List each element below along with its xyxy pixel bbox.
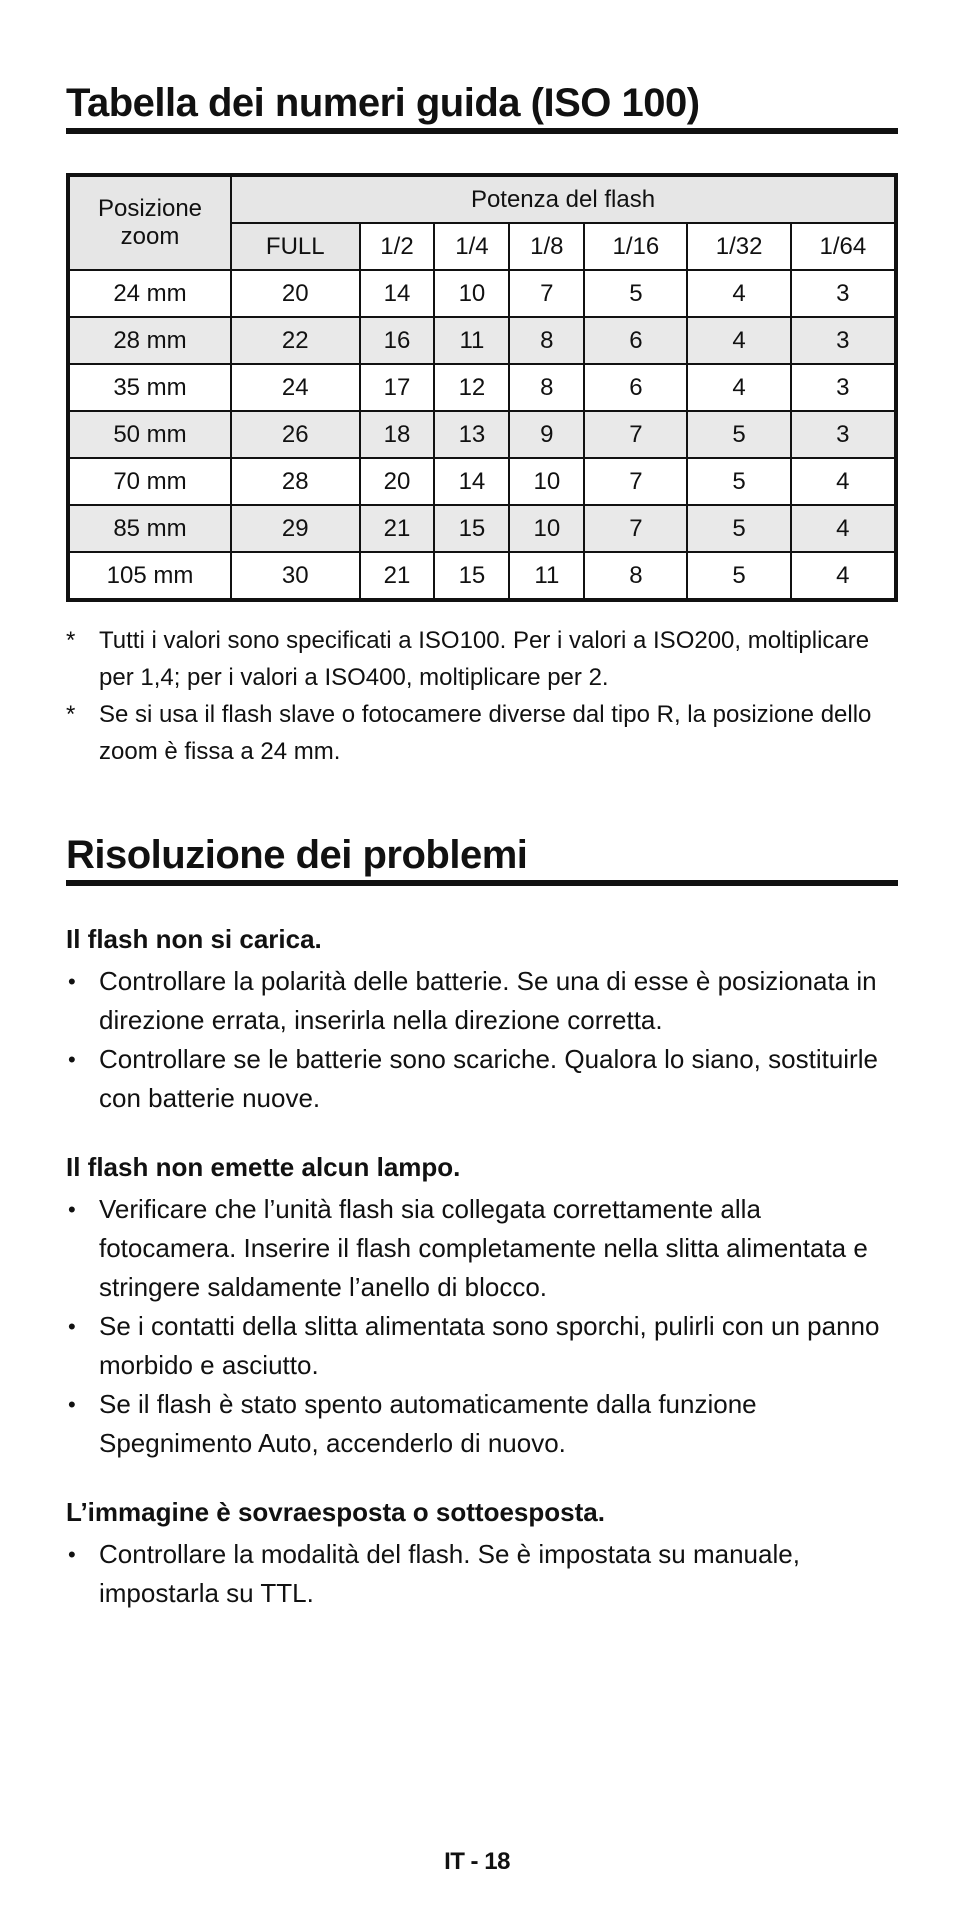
solution-list [66,1535,898,1613]
power-column-header: 1/64 [791,223,896,270]
guide-number-table-title: Tabella dei numeri guida (ISO 100) [66,80,898,134]
guide-number-cell: 24 [231,364,360,411]
power-column-header: 1/4 [434,223,509,270]
guide-number-cell: 4 [791,552,896,600]
bullet-icon: • [68,1047,76,1072]
note-asterisk: * [66,627,76,654]
guide-number-cell: 22 [231,317,360,364]
guide-number-cell: 21 [360,505,435,552]
guide-number-cell: 8 [509,317,584,364]
bullet-icon: • [68,1392,76,1417]
zoom-position-cell: 70 mm [68,458,231,505]
table-notes [66,622,898,770]
guide-number-cell: 17 [360,364,435,411]
guide-number-cell: 15 [434,552,509,600]
bullet-icon: • [68,969,76,994]
guide-number-cell: 9 [509,411,584,458]
problem-heading: Il flash non emette alcun lampo. [66,1152,461,1182]
bullet-icon: • [68,1542,76,1567]
guide-number-cell: 28 [231,458,360,505]
table-row [68,411,896,458]
table-row [68,505,896,552]
zoom-position-cell: 28 mm [68,317,231,364]
guide-number-cell: 3 [791,411,896,458]
solution-text: Se il flash è stato spento automaticamente dalla funzione Spegnimento Auto, accenderlo di nuovo. [99,1389,757,1458]
problem-heading: L’immagine è sovraesposta o sottoesposta. [66,1497,605,1527]
power-column-header: 1/32 [687,223,790,270]
guide-number-cell: 18 [360,411,435,458]
guide-number-cell: 10 [509,505,584,552]
guide-number-cell: 5 [687,505,790,552]
note-text: Tutti i valori sono specificati a ISO100. Per i valori a ISO200, moltiplicare per 1,4; per i valori a ISO400, moltiplicare per 2. [99,627,870,691]
guide-number-cell: 8 [509,364,584,411]
solution-text: Controllare se le batterie sono scariche. Qualora lo siano, sostituirle con batterie nuove. [99,1044,878,1113]
guide-number-cell: 3 [791,270,896,317]
troubleshooting-title: Risoluzione dei problemi [66,832,898,886]
note-item [66,622,898,696]
guide-number-cell: 4 [687,364,790,411]
guide-number-cell: 16 [360,317,435,364]
solution-text: Controllare la modalità del flash. Se è impostata su manuale, impostarla su TTL. [99,1539,800,1608]
guide-number-cell: 26 [231,411,360,458]
guide-number-cell: 29 [231,505,360,552]
solution-item [66,1307,898,1385]
solution-item [66,962,898,1040]
note-asterisk: * [66,701,76,728]
zoom-position-cell: 35 mm [68,364,231,411]
solution-item [66,1190,898,1307]
guide-number-cell: 5 [584,270,687,317]
flash-power-header: Potenza del flash [231,175,896,223]
guide-number-cell: 5 [687,552,790,600]
guide-number-cell: 3 [791,317,896,364]
guide-number-cell: 8 [584,552,687,600]
guide-table-body [68,270,896,600]
guide-number-cell: 7 [584,505,687,552]
guide-number-cell: 6 [584,364,687,411]
solution-item [66,1040,898,1118]
guide-number-cell: 3 [791,364,896,411]
guide-number-cell: 12 [434,364,509,411]
page-number: IT - 18 [444,1848,510,1875]
solution-text: Verificare che l’unità flash sia collegata correttamente alla fotocamera. Inserire il flash completamente nella slitta alimentata e stringere saldamente l’anello di blocco. [99,1194,868,1302]
guide-number-cell: 4 [791,458,896,505]
guide-number-cell: 11 [509,552,584,600]
guide-number-cell: 15 [434,505,509,552]
problem-heading: Il flash non si carica. [66,924,322,954]
guide-number-cell: 4 [687,317,790,364]
guide-number-cell: 7 [509,270,584,317]
solution-list [66,962,898,1118]
guide-number-cell: 4 [791,505,896,552]
guide-number-cell: 6 [584,317,687,364]
guide-number-cell: 5 [687,411,790,458]
zoom-position-cell: 105 mm [68,552,231,600]
bullet-icon: • [68,1314,76,1339]
power-column-header: 1/16 [584,223,687,270]
guide-number-cell: 21 [360,552,435,600]
guide-number-cell: 7 [584,411,687,458]
table-row [68,364,896,411]
guide-number-cell: 11 [434,317,509,364]
solution-text: Se i contatti della slitta alimentata sono sporchi, pulirli con un panno morbido e asciutto. [99,1311,880,1380]
guide-number-cell: 10 [509,458,584,505]
zoom-position-header: Posizione zoom [68,175,231,270]
table-row [68,317,896,364]
guide-number-cell: 14 [360,270,435,317]
table-row [68,552,896,600]
guide-number-cell: 30 [231,552,360,600]
table-row [68,458,896,505]
guide-number-cell: 7 [584,458,687,505]
troubleshooting-content [66,920,898,1643]
zoom-position-cell: 50 mm [68,411,231,458]
solution-text: Controllare la polarità delle batterie. Se una di esse è posizionata in direzione errata, inserirla nella direzione corretta. [99,966,877,1035]
guide-number-table [66,173,898,602]
guide-number-cell: 13 [434,411,509,458]
guide-number-cell: 20 [360,458,435,505]
solution-list [66,1190,898,1463]
power-column-header: 1/8 [509,223,584,270]
guide-number-cell: 14 [434,458,509,505]
solution-item [66,1385,898,1463]
table-row [68,270,896,317]
guide-number-cell: 5 [687,458,790,505]
note-item [66,696,898,770]
guide-number-cell: 4 [687,270,790,317]
guide-number-cell: 20 [231,270,360,317]
zoom-position-cell: 24 mm [68,270,231,317]
power-column-header: FULL [231,223,360,270]
note-text: Se si usa il flash slave o fotocamere diverse dal tipo R, la posizione dello zoom è fissa a 24 mm. [99,701,872,765]
bullet-icon: • [68,1197,76,1222]
power-column-header: 1/2 [360,223,435,270]
guide-number-cell: 10 [434,270,509,317]
zoom-position-cell: 85 mm [68,505,231,552]
solution-item [66,1535,898,1613]
